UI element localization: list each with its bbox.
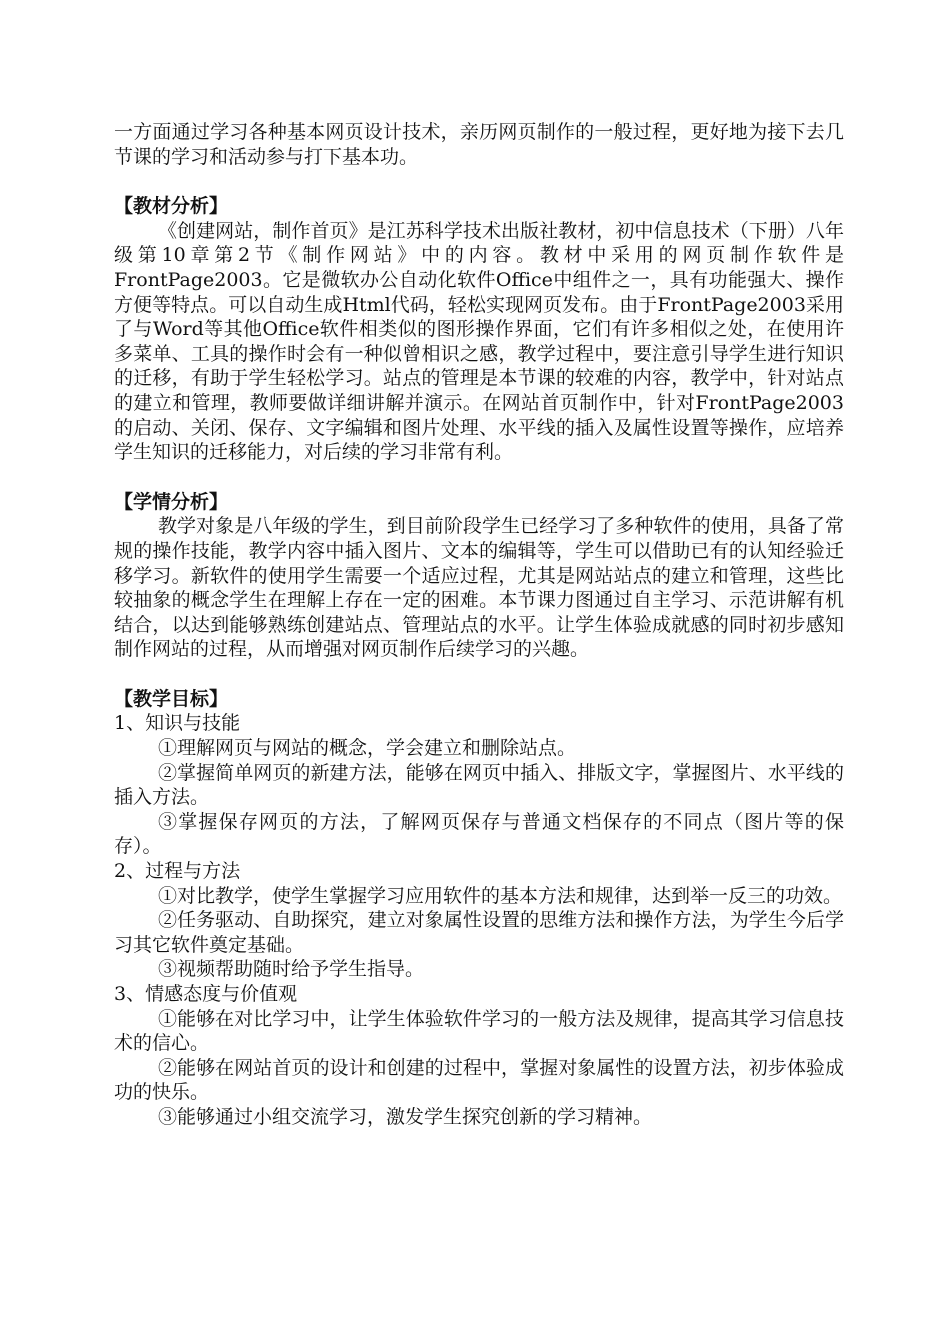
document-page: [114, 120, 844, 1130]
student-analysis-paragraph: 教学对象是八年级的学生，到目前阶段学生已经学习了多种软件的使用，具备了常规的操作技能，教学内容中插入图片、文本的编辑等，学生可以借助已有的认知经验迁移学习。新软件的使用学生需要一个适应过程，尤其是网站站点的建立和管理，这些比较抽象的概念学生在理解上存在一定的困难。本节课力图通过自主学习、示范讲解有机结合，以达到能够熟练创建站点、管理站点的水平。让学生体验成就感的同时初步感知制作网站的过程，从而增强对网页制作后续学习的兴趣。: [114, 515, 844, 661]
textbook-analysis-paragraph: 《创建网站，制作首页》是江苏科学技术出版社教材，初中信息技术（下册）八年级第10章第2节《制作网站》中的内容。教材中采用的网页制作软件是FrontPage2003。它是微软办公自动化软件Office中组件之一，具有功能强大、操作方便等特点。可以自动生成Html代码，轻松实现网页发布。由于FrontPage2003采用了与Word等其他Office软件相类似的图形操作界面，它们有许多相似之处，在使用许多菜单、工具的操作时会有一种似曾相识之感，教学过程中，要注意引导学生进行知识的迁移，有助于学生轻松学习。站点的管理是本节课的较难的内容，教学中，针对站点的建立和管理，教师要做详细讲解并演示。在网站首页制作中，针对FrontPage2003的启动、关闭、保存、文字编辑和图片处理、水平线的插入及属性设置等操作，应培养学生知识的迁移能力，对后续的学习非常有利。: [114, 219, 844, 464]
objective-item: ①对比教学，使学生掌握学习应用软件的基本方法和规律，达到举一反三的功效。: [158, 884, 843, 907]
objective-group-title: 1、知识与技能: [114, 712, 241, 735]
objective-item: ③能够通过小组交流学习，激发学生探究创新的学习精神。: [158, 1105, 653, 1128]
intro-paragraph: 一方面通过学习各种基本网页设计技术，亲历网页制作的一般过程，更好地为接下去几节课的学习和活动参与打下基本功。: [114, 121, 844, 168]
objective-item: ③视频帮助随时给予学生指导。: [158, 958, 425, 981]
objective-item: ②掌握简单网页的新建方法，能够在网页中插入、排版文字，掌握图片、水平线的插入方法。: [114, 761, 844, 809]
objective-item: ①能够在对比学习中，让学生体验软件学习的一般方法及规律，提高其学习信息技术的信心。: [114, 1007, 844, 1055]
objective-item: ②能够在网站首页的设计和创建的过程中，掌握对象属性的设置方法，初步体验成功的快乐。: [114, 1056, 844, 1104]
objectives-section: [114, 687, 844, 1130]
student-analysis-heading: 【学情分析】: [114, 490, 229, 513]
objective-item: ③掌握保存网页的方法，了解网页保存与普通文档保存的不同点（图片等的保存）。: [114, 810, 844, 858]
objectives-heading: 【教学目标】: [114, 687, 229, 710]
student-analysis-section: [114, 490, 844, 662]
objective-group-title: 2、过程与方法: [114, 860, 241, 883]
objective-group-title: 3、情感态度与价值观: [114, 983, 298, 1005]
objective-item: ①理解网页与网站的概念，学会建立和删除站点。: [158, 737, 577, 760]
textbook-analysis-heading: 【教材分析】: [114, 195, 229, 218]
textbook-analysis-section: [114, 194, 844, 465]
objective-item: ②任务驱动、自助探究，建立对象属性设置的思维方法和操作方法，为学生今后学习其它软件奠定基础。: [114, 909, 844, 956]
